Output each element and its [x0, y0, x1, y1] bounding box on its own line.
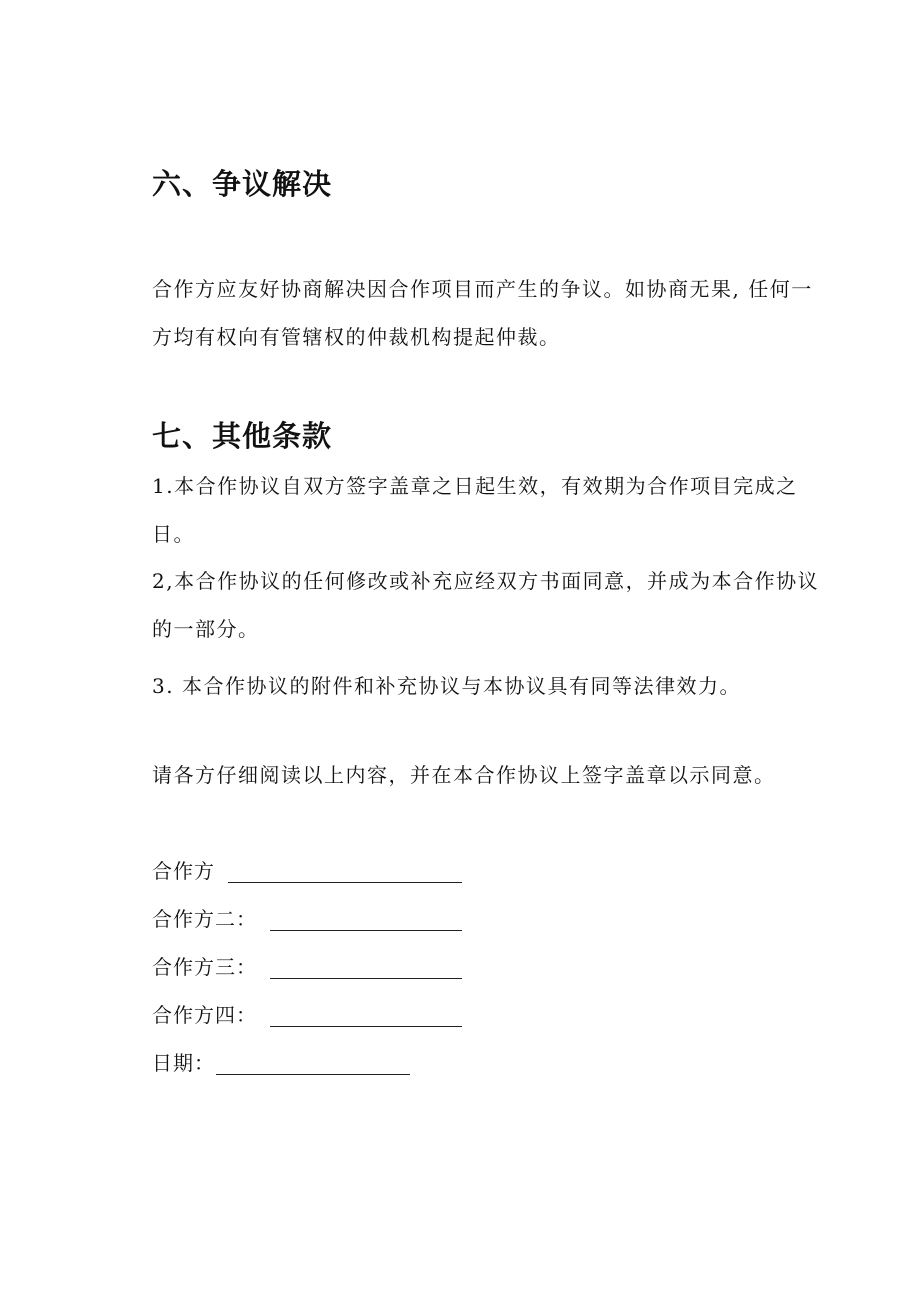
dispute-line-1: 合作方应友好协商解决因合作项目而产生的争议。如协商无果, 任何一 [152, 277, 813, 301]
signature-row-party-4 [152, 999, 464, 1031]
clause-3 [152, 662, 820, 710]
signature-label: 合作方三： [152, 955, 257, 979]
date-blank [216, 1074, 410, 1075]
signature-row-party-2 [152, 903, 464, 935]
clause-1-line-2: 日。 [152, 522, 195, 546]
signature-blank [270, 930, 462, 931]
clause-3-line-1: 3. 本合作协议的附件和补充协议与本协议具有同等法律效力。 [152, 674, 741, 698]
dispute-line-2: 方均有权向有管辖权的仲裁机构提起仲裁。 [152, 325, 561, 349]
signature-row-party-3 [152, 951, 464, 983]
clause-2-line-1: 2,本合作协议的任何修改或补充应经双方书面同意，并成为本合作协议 [152, 569, 820, 593]
signature-blank [270, 1026, 462, 1027]
date-label: 日期： [152, 1051, 215, 1075]
clause-2-line-2: 的一部分。 [152, 617, 260, 641]
section-heading-dispute: 六、争议解决 [152, 167, 333, 201]
dispute-paragraph [152, 265, 820, 361]
signature-label: 合作方 [152, 859, 215, 883]
clause-2 [152, 557, 820, 653]
signature-row-party-1 [152, 855, 464, 887]
section-heading-other: 七、其他条款 [152, 419, 333, 453]
signature-label: 合作方二： [152, 907, 257, 931]
clause-1 [152, 462, 820, 558]
clause-1-line-1: 1.本合作协议自双方签字盖章之日起生效，有效期为合作项目完成之 [152, 474, 798, 498]
signature-label: 合作方四： [152, 1003, 257, 1027]
signature-row-date [152, 1047, 414, 1079]
closing-statement [152, 751, 820, 799]
closing-line: 请各方仔细阅读以上内容，并在本合作协议上签字盖章以示同意。 [152, 763, 776, 787]
signature-blank [228, 882, 462, 883]
signature-blank [270, 978, 462, 979]
